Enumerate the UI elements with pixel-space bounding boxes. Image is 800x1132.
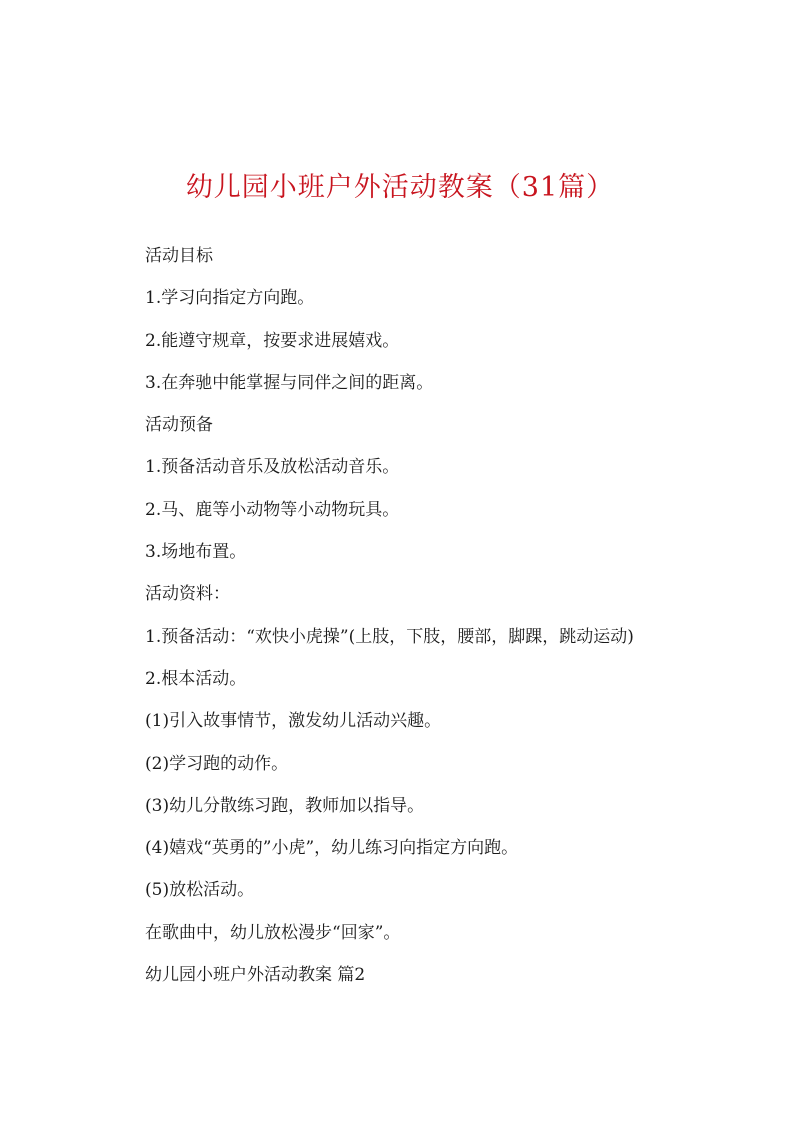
goal-item-2: 2.能遵守规章，按要求进展嬉戏。 xyxy=(145,330,400,351)
document-title: 幼儿园小班户外活动教案（31篇） xyxy=(185,172,615,203)
materials-subitem-2: (2)学习跑的动作。 xyxy=(145,753,289,774)
section-heading-materials: 活动资料： xyxy=(145,584,230,605)
materials-subitem-5: (5)放松活动。 xyxy=(145,880,255,901)
section-heading-preparation: 活动预备 xyxy=(145,415,213,436)
preparation-item-1: 1.预备活动音乐及放松活动音乐。 xyxy=(145,457,400,478)
materials-item-1: 1.预备活动：“欢快小虎操”(上肢，下肢，腰部，脚踝，跳动运动) xyxy=(145,626,634,647)
goal-item-3: 3.在奔驰中能掌握与同伴之间的距离。 xyxy=(145,372,434,393)
preparation-item-3: 3.场地布置。 xyxy=(145,542,247,563)
document-body xyxy=(145,241,785,1002)
materials-item-2: 2.根本活动。 xyxy=(145,668,247,689)
materials-subitem-3: (3)幼儿分散练习跑，教师加以指导。 xyxy=(145,795,425,816)
materials-subitem-1: (1)引入故事情节，激发幼儿活动兴趣。 xyxy=(145,711,442,732)
materials-subitem-4: (4)嬉戏“英勇的”小虎”，幼儿练习向指定方向跑。 xyxy=(145,838,519,859)
closing-paragraph: 在歌曲中，幼儿放松漫步“回家”。 xyxy=(145,922,401,943)
preparation-item-2: 2.马、鹿等小动物等小动物玩具。 xyxy=(145,499,400,520)
next-section-heading: 幼儿园小班户外活动教案 篇2 xyxy=(145,965,366,986)
section-heading-goals: 活动目标 xyxy=(145,246,213,266)
goal-item-1: 1.学习向指定方向跑。 xyxy=(145,288,315,309)
